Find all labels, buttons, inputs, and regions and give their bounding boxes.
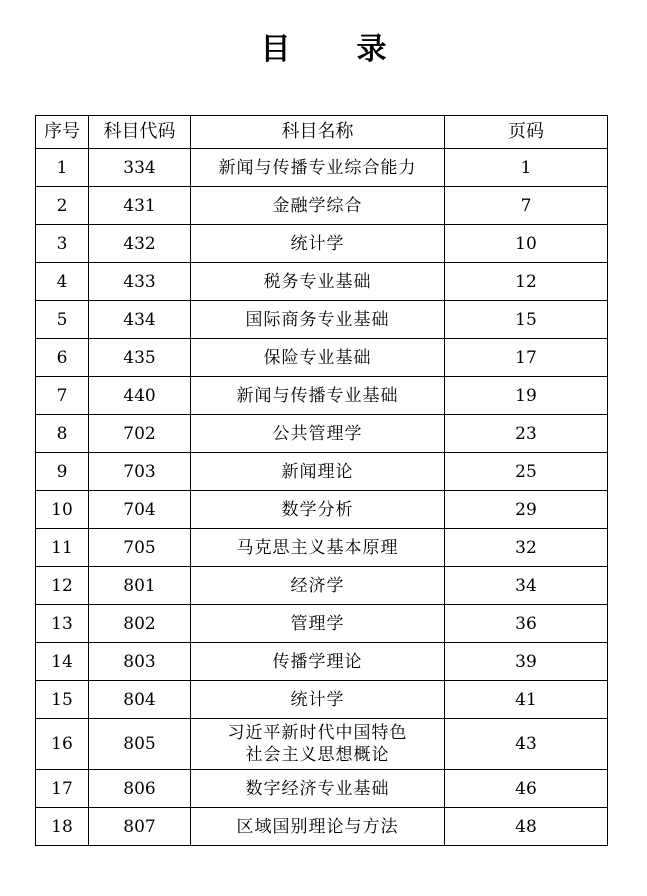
- cell-code: 802: [89, 605, 191, 643]
- header-seq: 序号: [36, 116, 89, 149]
- table-row: [36, 605, 608, 643]
- title-char-1: 目: [260, 32, 291, 67]
- cell-seq: 10: [36, 491, 89, 529]
- cell-seq: 13: [36, 605, 89, 643]
- table-row: [36, 491, 608, 529]
- cell-name: 金融学综合: [191, 187, 445, 225]
- cell-page: 48: [445, 808, 608, 846]
- cell-code: 431: [89, 187, 191, 225]
- table-row: [36, 377, 608, 415]
- cell-seq: 18: [36, 808, 89, 846]
- cell-page: 29: [445, 491, 608, 529]
- cell-seq: 15: [36, 681, 89, 719]
- table-row: [36, 808, 608, 846]
- cell-seq: 6: [36, 339, 89, 377]
- header-page: 页码: [445, 116, 608, 149]
- cell-page: 39: [445, 643, 608, 681]
- cell-seq: 4: [36, 263, 89, 301]
- cell-code: 804: [89, 681, 191, 719]
- cell-seq: 16: [36, 719, 89, 770]
- cell-page: 41: [445, 681, 608, 719]
- cell-name: 国际商务专业基础: [191, 301, 445, 339]
- table-row: [36, 770, 608, 808]
- table-header-row: [36, 116, 608, 149]
- cell-code: 433: [89, 263, 191, 301]
- table-row: [36, 225, 608, 263]
- cell-code: 807: [89, 808, 191, 846]
- cell-name: 马克思主义基本原理: [191, 529, 445, 567]
- cell-name: 公共管理学: [191, 415, 445, 453]
- table-row: [36, 567, 608, 605]
- cell-code: 435: [89, 339, 191, 377]
- cell-page: 46: [445, 770, 608, 808]
- cell-name-line-2: 社会主义思想概论: [245, 745, 390, 765]
- cell-page: 12: [445, 263, 608, 301]
- cell-code: 704: [89, 491, 191, 529]
- contents-table: [35, 115, 608, 846]
- cell-seq: 11: [36, 529, 89, 567]
- cell-seq: 9: [36, 453, 89, 491]
- cell-name: 新闻理论: [191, 453, 445, 491]
- cell-name: 数字经济专业基础: [191, 770, 445, 808]
- cell-name: 税务专业基础: [191, 263, 445, 301]
- table-row: [36, 453, 608, 491]
- cell-seq: 17: [36, 770, 89, 808]
- table-row: [36, 719, 608, 770]
- cell-seq: 14: [36, 643, 89, 681]
- cell-page: 23: [445, 415, 608, 453]
- cell-page: 36: [445, 605, 608, 643]
- cell-seq: 12: [36, 567, 89, 605]
- cell-code: 705: [89, 529, 191, 567]
- cell-code: 801: [89, 567, 191, 605]
- cell-name: [191, 719, 445, 770]
- cell-name: 统计学: [191, 225, 445, 263]
- cell-name: 保险专业基础: [191, 339, 445, 377]
- table-row: [36, 301, 608, 339]
- cell-code: 440: [89, 377, 191, 415]
- cell-name-line-1: 习近平新时代中国特色: [227, 723, 408, 743]
- table-row: [36, 149, 608, 187]
- table-row: [36, 339, 608, 377]
- cell-code: 803: [89, 643, 191, 681]
- cell-code: 806: [89, 770, 191, 808]
- cell-code: 334: [89, 149, 191, 187]
- cell-seq: 7: [36, 377, 89, 415]
- cell-page: 19: [445, 377, 608, 415]
- header-code: 科目代码: [89, 116, 191, 149]
- cell-name: 管理学: [191, 605, 445, 643]
- cell-page: 17: [445, 339, 608, 377]
- cell-name: 新闻与传播专业基础: [191, 377, 445, 415]
- cell-name: 数学分析: [191, 491, 445, 529]
- cell-seq: 3: [36, 225, 89, 263]
- cell-seq: 5: [36, 301, 89, 339]
- cell-page: 34: [445, 567, 608, 605]
- cell-code: 432: [89, 225, 191, 263]
- table-row: [36, 529, 608, 567]
- cell-name: 经济学: [191, 567, 445, 605]
- page-title: [0, 30, 647, 70]
- table-row: [36, 415, 608, 453]
- cell-page: 7: [445, 187, 608, 225]
- cell-code: 702: [89, 415, 191, 453]
- header-name: 科目名称: [191, 116, 445, 149]
- title-char-2: 录: [356, 32, 387, 67]
- cell-page: 1: [445, 149, 608, 187]
- cell-page: 15: [445, 301, 608, 339]
- cell-name: 传播学理论: [191, 643, 445, 681]
- table-row: [36, 643, 608, 681]
- cell-code: 434: [89, 301, 191, 339]
- cell-name: 新闻与传播专业综合能力: [191, 149, 445, 187]
- cell-code: 703: [89, 453, 191, 491]
- cell-page: 43: [445, 719, 608, 770]
- table-row: [36, 263, 608, 301]
- table-row: [36, 681, 608, 719]
- cell-code: 805: [89, 719, 191, 770]
- cell-page: 25: [445, 453, 608, 491]
- cell-page: 32: [445, 529, 608, 567]
- cell-page: 10: [445, 225, 608, 263]
- cell-name: 统计学: [191, 681, 445, 719]
- cell-seq: 1: [36, 149, 89, 187]
- cell-name: 区域国别理论与方法: [191, 808, 445, 846]
- table-row: [36, 187, 608, 225]
- cell-seq: 2: [36, 187, 89, 225]
- cell-seq: 8: [36, 415, 89, 453]
